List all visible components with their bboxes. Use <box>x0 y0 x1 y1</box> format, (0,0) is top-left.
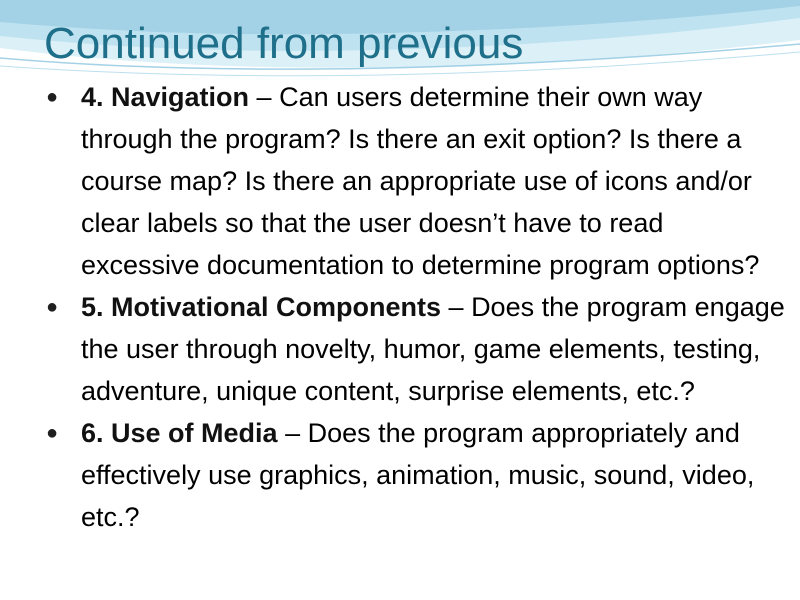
item-heading: 4. Navigation <box>81 82 250 112</box>
item-separator: – <box>441 292 472 322</box>
item-separator: – <box>249 82 280 112</box>
list-item-use-of-media <box>46 412 786 538</box>
list-item-navigation <box>46 76 786 286</box>
bullet-list <box>46 76 786 538</box>
item-heading: 5. Motivational Components <box>81 292 442 322</box>
slide-title: Continued from previous <box>44 19 524 68</box>
list-item-motivational-components <box>46 286 786 412</box>
item-text: Does the program engage the user through novelty, humor, game elements, testing, adventure, unique content, surprise elements, etc.? <box>81 292 785 406</box>
item-separator: – <box>277 418 308 448</box>
item-text: Does the program appropriately and effectively use graphics, animation, music, sound, video, etc.? <box>81 418 755 532</box>
bullet-icon: ● <box>46 86 59 108</box>
bullet-icon: ● <box>46 422 59 444</box>
item-text: Can users determine their own way through the program? Is there an exit option? Is there a course map? Is there an appropriate use of icons and/or clear labels so that the user doesn’t have to read excessive documentation to determine program options? <box>81 82 760 280</box>
item-heading: 6. Use of Media <box>81 418 278 448</box>
bullet-icon: ● <box>46 296 59 318</box>
